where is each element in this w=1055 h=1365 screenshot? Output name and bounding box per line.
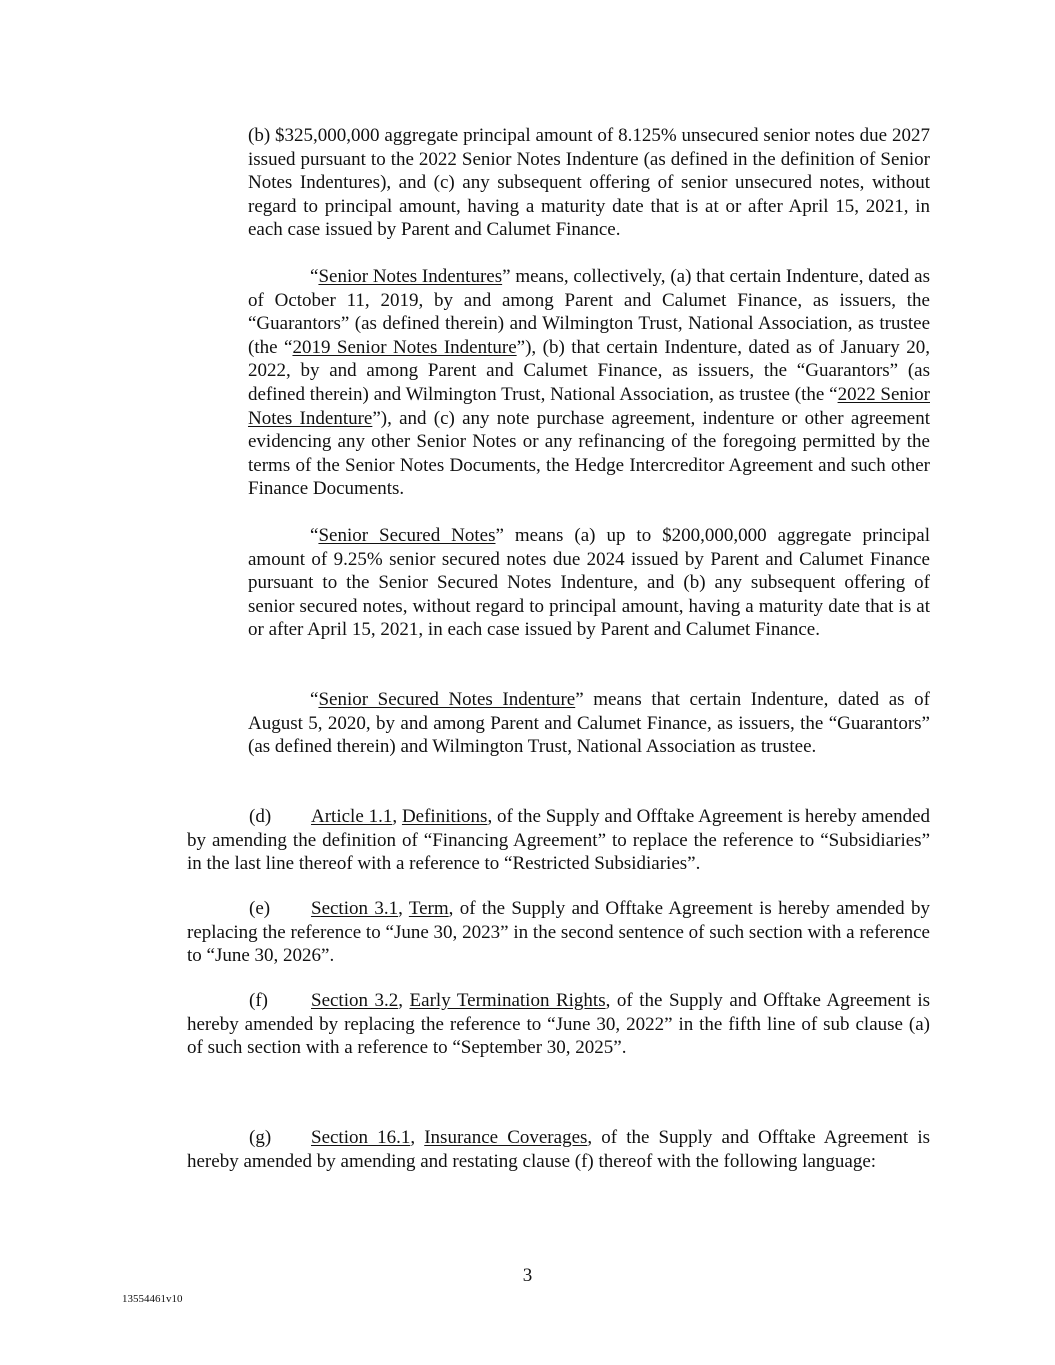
continuation-text: (b) $325,000,000 aggregate principal amount of 8.125% unsecured senior notes due 2027 issued pursuant to the 2022 Senior Notes Indenture (as defined in the definition of Senior Notes Indentures), and (c) any subsequent offering of senior unsecured notes, without regard to principal amount, having a maturity date that is at or after April 15, 2021, in each case issued by Parent and Calumet Finance. [248,125,930,241]
section-title: Insurance Coverages [424,1127,588,1148]
definition-text: ” means (a) up to $200,000,000 aggregate principal amount of 9.25% senior secured notes due 2024 issued by Parent and Calumet Finance pursuant to the Senior Secured Notes Indenture, and (b) any subsequent offering of senior secured notes, without regard to principal amount, having a maturity date that is at or after April 15, 2021, in each case issued by Parent and Calumet Finance. [248,525,930,641]
definition-text: ”), (b) that certain Indenture, dated as of January 20, 2022, by and among Parent and Calumet Finance, as issuers, the “Guarantors” (as defined therein) and Wilmington Trust, National Association, as trustee (the “ [248,336,930,405]
section-ref: Article 1.1 [311,806,393,827]
amendment-d [187,805,930,876]
section-title: Term [408,898,449,919]
open-quote: “ [310,525,319,546]
defined-term-ref: 2019 Senior Notes Indenture [292,336,517,358]
definition-senior-notes-indentures [248,265,930,501]
amendment-g [187,1126,930,1173]
clause-label: (d) [249,806,272,827]
defined-term-ref: 2022 Senior Notes Indenture [248,383,930,429]
definition-text: ” means, collectively, (a) that certain Indenture, dated as of October 11, 2019, by and among Parent and Calumet Finance, as issuers, the “Guarantors” (as defined therein) and Wilmington Trust, National Association, as trustee (the “ [248,266,930,358]
separator: , [410,1127,425,1148]
definition-senior-secured-notes-indenture [248,688,930,759]
open-quote: “ [310,266,319,287]
document-id: 13554461v10 [122,1293,183,1305]
continuation-paragraph [248,124,930,242]
open-quote: “ [310,689,319,710]
section-ref: Section 16.1 [311,1127,411,1148]
section-ref: Section 3.2 [311,990,399,1011]
amendment-text: , of the Supply and Offtake Agreement is hereby amended by amending and restating clause (f) thereof with the following language: [187,1127,931,1172]
definition-senior-secured-notes [248,524,930,642]
definition-text: ” means that certain Indenture, dated as of August 5, 2020, by and among Parent and Calumet Finance, as issuers, the “Guarantors” (as defined therein) and Wilmington Trust, National Association as trustee. [248,689,930,758]
separator: , [398,898,409,919]
section-title: Definitions [401,806,488,827]
amendment-f [187,989,930,1060]
page-number: 3 [522,1265,533,1286]
definition-text: ”), and (c) any note purchase agreement, indenture or other agreement evidencing any other Senior Notes or any refinancing of the foregoing permitted by the terms of the Senior Notes Documents, the Hedge Intercreditor Agreement and such other Finance Documents. [248,407,930,500]
defined-term: Senior Notes Indentures [318,266,503,287]
defined-term: Senior Secured Notes Indenture [318,689,576,710]
clause-label: (f) [249,990,268,1011]
amendment-e [187,897,930,968]
amendment-text: , of the Supply and Offtake Agreement is hereby amended by replacing the reference to “June 30, 2022” in the fifth line of sub clause (a) of such section with a reference to “September 30, 2025”. [187,990,931,1059]
clause-label: (g) [249,1127,272,1148]
amendment-text: , of the Supply and Offtake Agreement is hereby amended by replacing the reference to “June 30, 2023” in the second sentence of such section with a reference to “June 30, 2026”. [187,898,930,967]
separator: , [398,990,410,1011]
clause-label: (e) [249,898,271,919]
defined-term: Senior Secured Notes [318,525,496,546]
section-ref: Section 3.1 [311,898,399,919]
amendment-text: , of the Supply and Offtake Agreement is hereby amended by amending the definition of “Financing Agreement” to replace the reference to “Subsidiaries” in the last line thereof with a reference to “Restricted Subsidiaries”. [187,806,931,875]
section-title: Early Termination Rights [409,990,606,1011]
separator: , [392,806,402,827]
